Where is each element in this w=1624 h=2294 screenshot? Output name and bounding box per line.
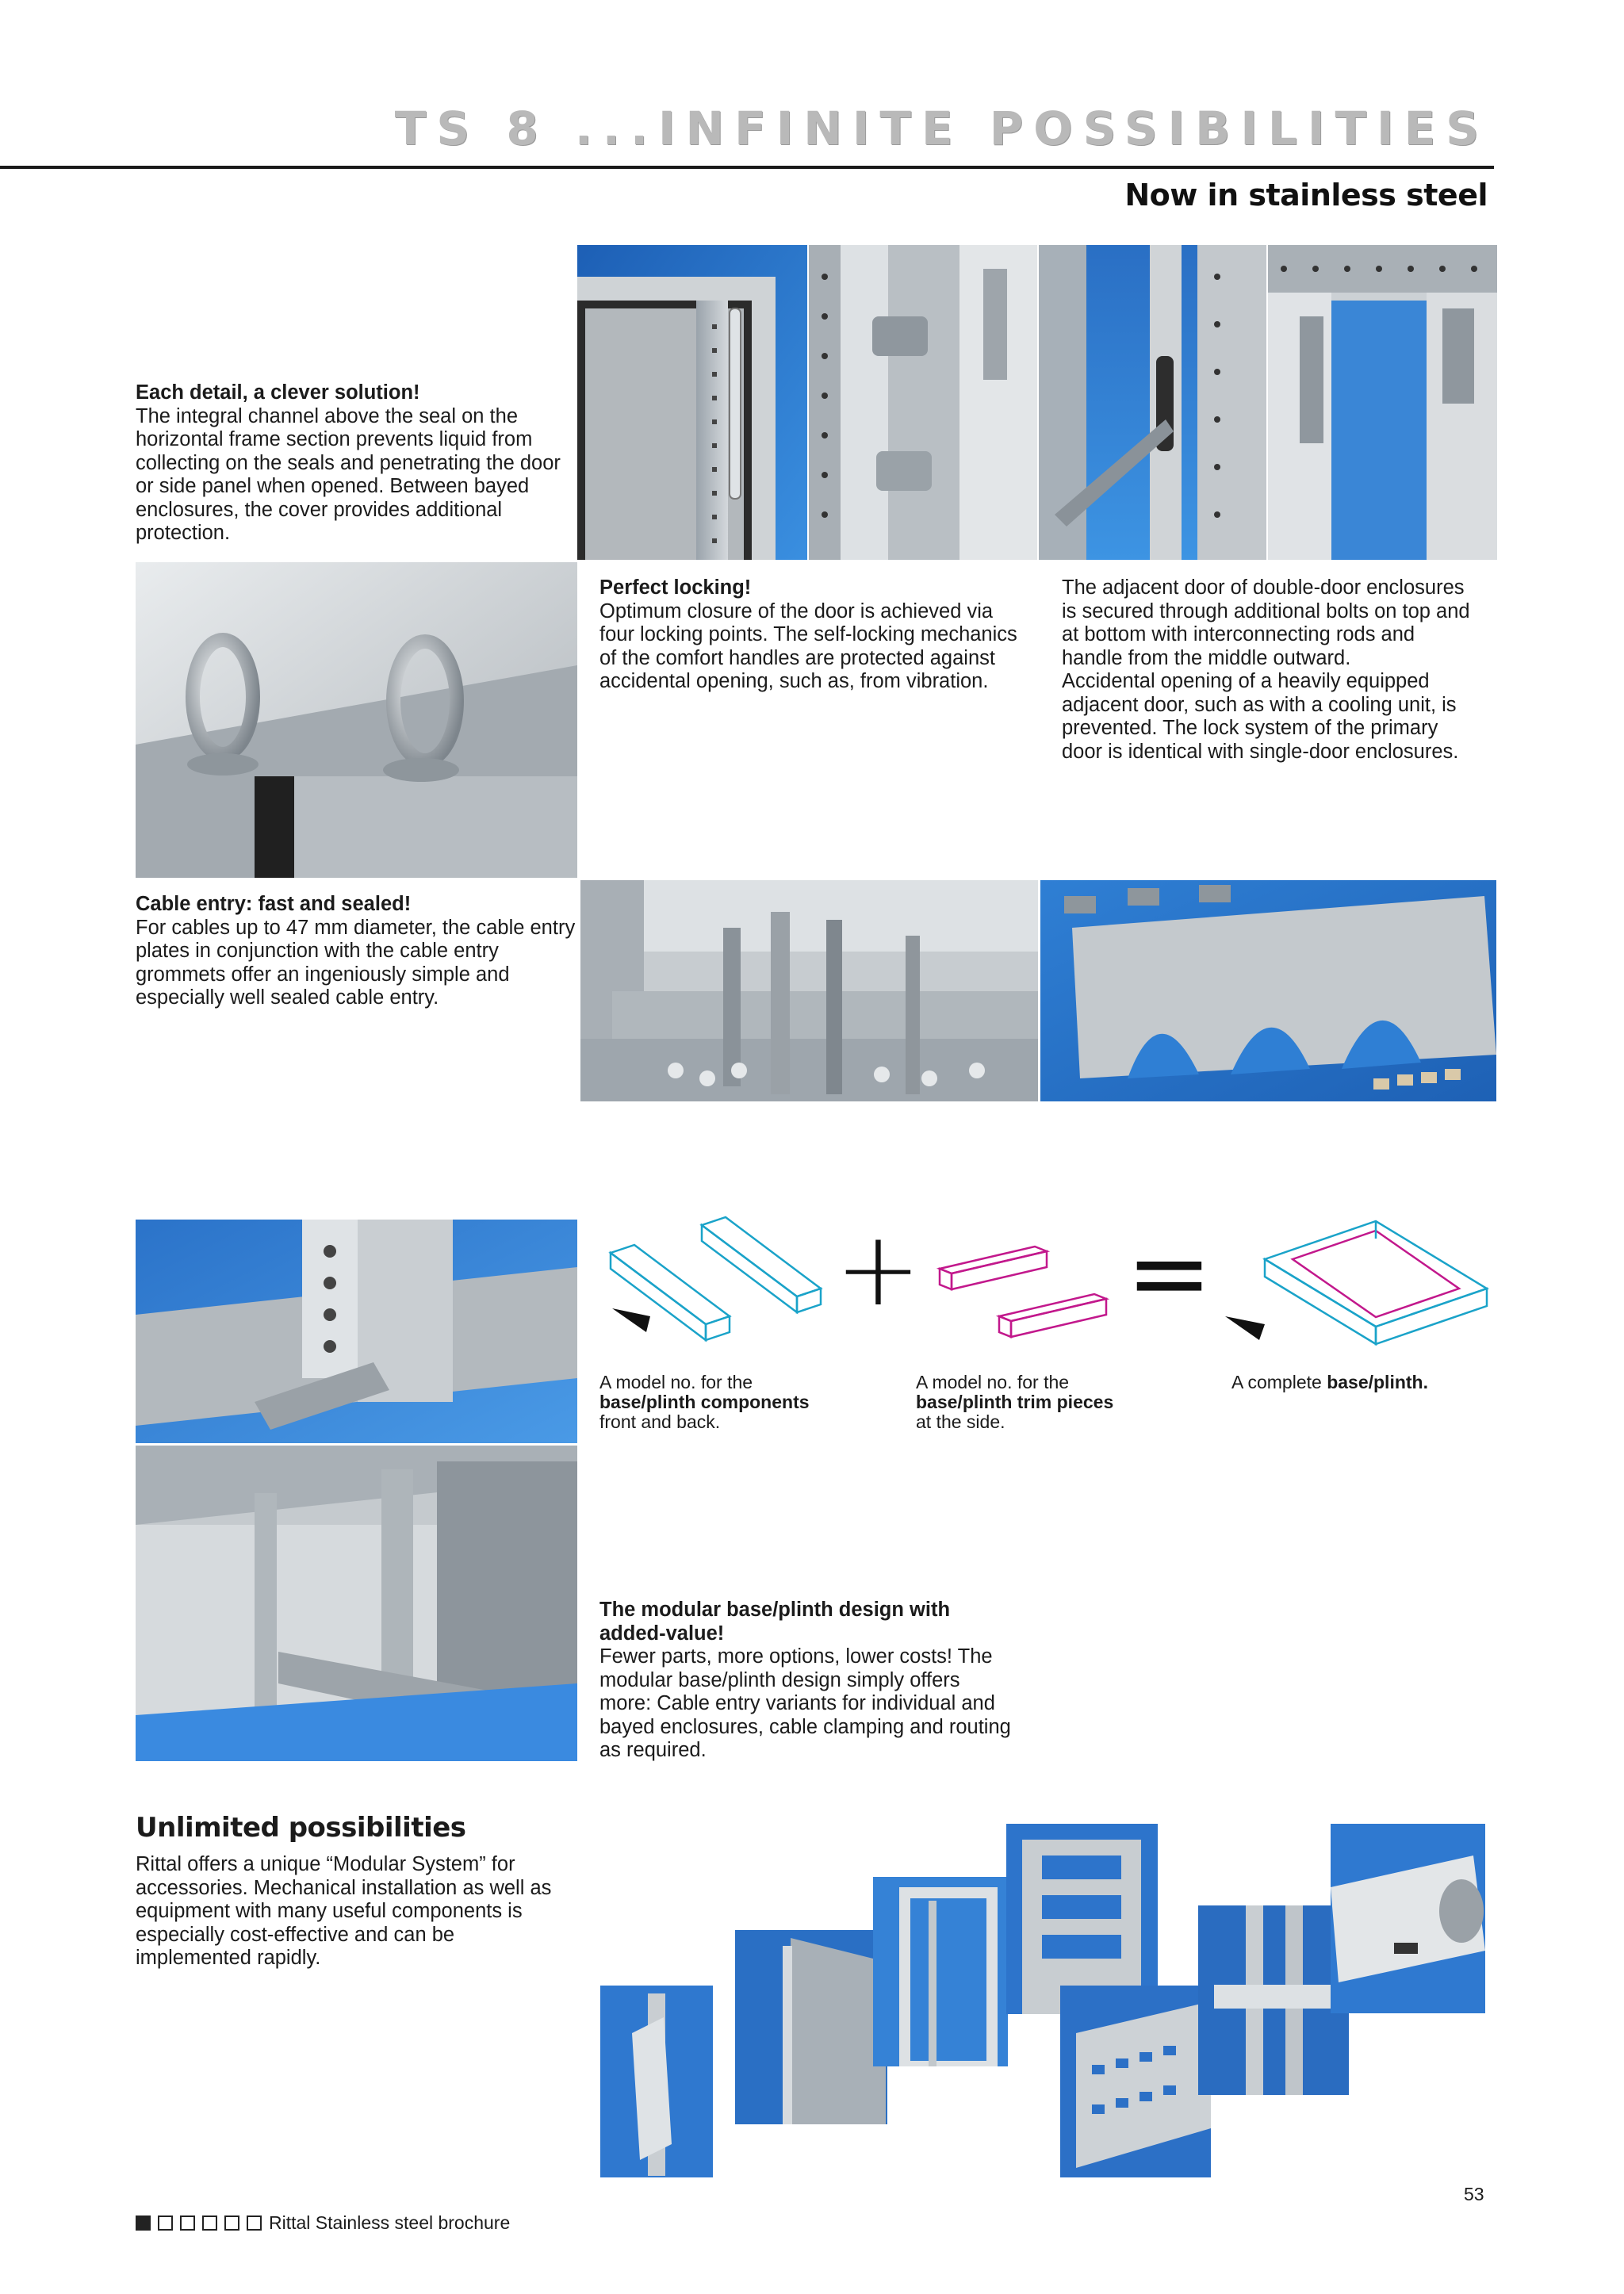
photo-plinth-frame-corner — [136, 1220, 577, 1443]
unlimited-body: Rittal offers a unique “Modular System” for accessories. Mechanical installation as well as equipment with many useful components is especially cost-effective and can be implemented rapidly. — [136, 1853, 552, 1969]
caption-1-bold: base/plinth components — [599, 1392, 810, 1412]
unlimited-heading: Unlimited possibilities — [136, 1812, 466, 1844]
cable-heading: Cable entry: fast and sealed! — [136, 893, 412, 915]
photo-accessory-hinge — [600, 1986, 713, 2177]
photo-double-door-rods — [1268, 245, 1497, 560]
photo-door-seal — [577, 245, 807, 560]
footer-text: Rittal Stainless steel brochure — [269, 2212, 511, 2233]
locking-body: Optimum closure of the door is achieved via four locking points. The self-locking mechanics of the comfort handles are protected against accidental opening, such as, from vibration. — [599, 599, 1017, 692]
cable-text-block — [136, 893, 580, 1010]
arrow-pointer-1 — [612, 1308, 650, 1332]
plinth-trim-parts — [940, 1247, 1106, 1337]
photo-plinth-frame-inside — [136, 1446, 577, 1761]
caption-2-pre: A model no. for the — [916, 1372, 1070, 1392]
caption-plinth-components — [599, 1373, 885, 1432]
caption-plinth-complete — [1231, 1373, 1501, 1392]
photo-accessory-light — [1331, 1824, 1485, 2013]
caption-plinth-trim — [916, 1373, 1201, 1432]
caption-2-bold: base/plinth trim pieces — [916, 1392, 1114, 1412]
modular-body: Fewer parts, more options, lower costs! The modular base/plinth design simply offers more: Cable entry variants for individual and bayed enclosures, cable clamping and routing as required. — [599, 1645, 1011, 1761]
page-marker-empty-icon — [180, 2215, 195, 2231]
locking-heading: Perfect locking! — [599, 576, 752, 599]
photo-accessory-rail — [1060, 1986, 1211, 2177]
page-marker-empty-icon — [202, 2215, 217, 2231]
header-rule — [0, 166, 1494, 169]
page-title: TS 8 ...INFINITE POSSIBILITIES — [394, 101, 1489, 155]
page-marker-empty-icon — [247, 2215, 262, 2231]
arrow-pointer-2 — [1225, 1316, 1265, 1340]
cable-body: For cables up to 47 mm diameter, the cable entry plates in conjunction with the cable entry grommets offer an ingeniously simple and especially well sealed cable entry. — [136, 916, 576, 1009]
caption-1-post: front and back. — [599, 1411, 721, 1432]
adjacent-text-block — [1062, 576, 1474, 764]
caption-1-pre: A model no. for the — [599, 1372, 753, 1392]
adjacent-body-2: Accidental opening of a heavily equipped adjacent door, such as with a cooling unit, is prevented. The lock system of the primary door is identical with single-door enclosures. — [1062, 670, 1459, 763]
modular-heading: The modular base/plinth design with added-value! — [599, 1599, 951, 1645]
detail-text-block — [136, 381, 564, 546]
detail-heading: Each detail, a clever solution! — [136, 381, 420, 404]
plus-operator: + — [835, 1208, 921, 1329]
photo-locking-bolt — [809, 245, 1037, 560]
page-marker-empty-icon — [158, 2215, 173, 2231]
detail-body: The integral channel above the seal on the horizontal frame section prevents liquid from collecting on the seals and penetrating the door or side panel when opened. Between bayed enclosures, the cover provides additional protection. — [136, 404, 561, 544]
photo-accessory-side-panel — [735, 1930, 887, 2124]
plinth-diagram — [603, 1205, 1499, 1364]
photo-eye-bolts — [136, 562, 577, 878]
page-number: 53 — [1464, 2184, 1484, 2204]
page-marker-empty-icon — [224, 2215, 239, 2231]
caption-2-post: at the side. — [916, 1411, 1005, 1432]
photo-cable-entry-plate — [1040, 880, 1496, 1101]
photo-accessory-cable-clamp — [1198, 1905, 1349, 2095]
photo-comfort-handle — [1039, 245, 1266, 560]
photo-accessory-door-frame — [873, 1877, 1008, 2066]
plinth-complete — [1265, 1221, 1487, 1344]
caption-3-pre: A complete — [1231, 1372, 1327, 1392]
page-subtitle: Now in stainless steel — [1124, 178, 1488, 213]
adjacent-body-1: The adjacent door of double-door enclosures is secured through additional bolts on top and at bottom with interconnecting rods and handle from the middle outward. — [1062, 576, 1470, 669]
locking-text-block — [599, 576, 1020, 694]
footer — [136, 2212, 510, 2234]
page-marker-filled-icon — [136, 2215, 151, 2231]
equals-operator: = — [1126, 1212, 1212, 1333]
photo-cable-entry-installed — [580, 880, 1038, 1101]
modular-text-block — [599, 1599, 1012, 1763]
caption-3-bold: base/plinth. — [1327, 1372, 1428, 1392]
